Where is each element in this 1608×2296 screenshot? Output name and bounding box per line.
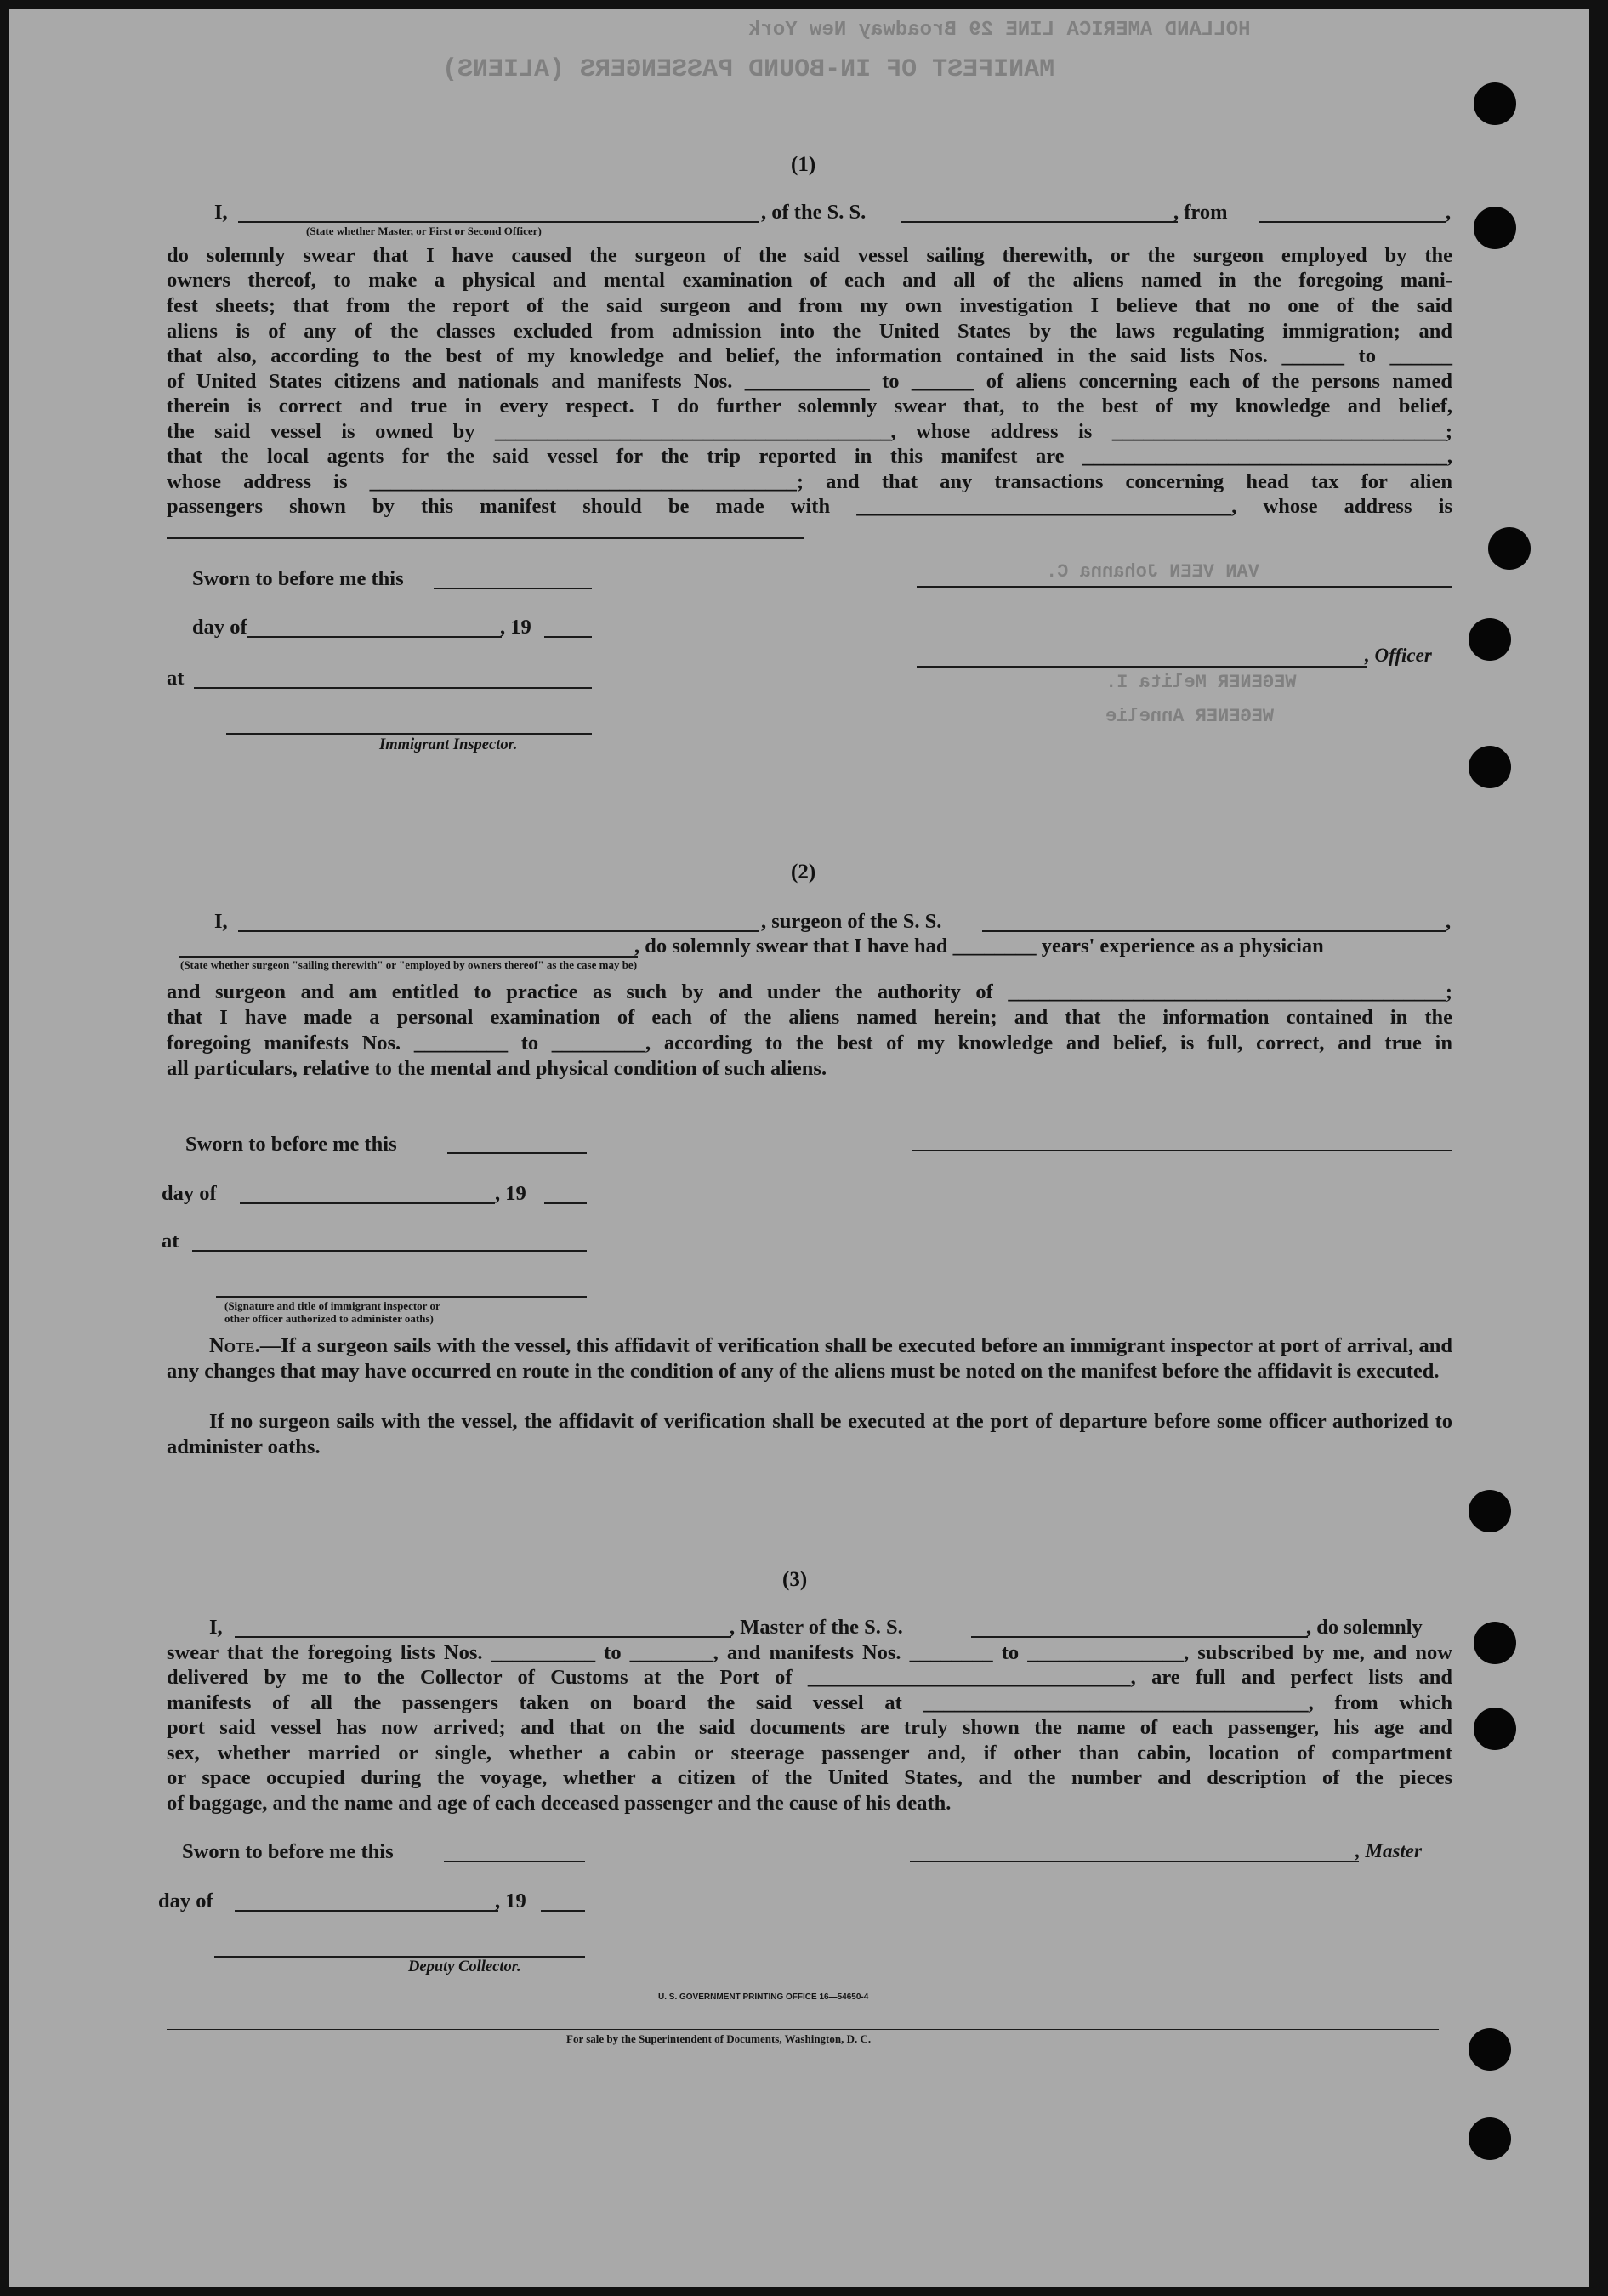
- at-place-field[interactable]: [192, 1250, 587, 1252]
- section-2-i: I,: [214, 910, 228, 933]
- year-field[interactable]: [544, 636, 592, 638]
- departure-port-field[interactable]: [1259, 221, 1446, 223]
- bleed-through-line: VAN VEEN Johanna C.: [1046, 561, 1259, 583]
- section-3-solemnly: , do solemnly: [1306, 1616, 1423, 1639]
- surgeon-status-field[interactable]: [179, 956, 638, 958]
- day-of-field[interactable]: [240, 1202, 495, 1204]
- year-label: , 19: [495, 1182, 526, 1205]
- officer-label: , Officer: [1365, 645, 1432, 666]
- sworn-date-field[interactable]: [434, 588, 592, 589]
- section-3-master-of: , Master of the S. S.: [730, 1616, 903, 1639]
- punch-hole: [1469, 746, 1511, 788]
- note-label: Note.: [209, 1334, 260, 1357]
- day-of-label: day of: [158, 1890, 213, 1912]
- day-of-field[interactable]: [235, 1910, 498, 1912]
- bleed-through-line: WEGENER Annelie: [1105, 706, 1275, 727]
- master-vessel-field[interactable]: [971, 1636, 1308, 1638]
- punch-hole: [1474, 82, 1516, 125]
- surgeon-oath-line: all particulars, relative to the mental and physical condition of such aliens.: [167, 1057, 827, 1080]
- footer-rule: [167, 2029, 1439, 2030]
- day-of-label: day of: [192, 616, 247, 639]
- at-place-field[interactable]: [194, 687, 592, 689]
- sworn-label: Sworn to before me this: [185, 1133, 397, 1156]
- oath-line: that the local agents for the said vessel for the trip reported in this manifest are ___________________________________,: [167, 445, 1452, 468]
- gpo-imprint: U. S. GOVERNMENT PRINTING OFFICE 16—54650-4: [658, 1992, 869, 2002]
- bleed-through-line: WEGENER Melita I.: [1105, 672, 1297, 693]
- master-oath-line: sex, whether married or single, whether a cabin or steerage passenger and, if other than cabin, location of compartment: [167, 1742, 1452, 1765]
- punch-hole: [1474, 1708, 1516, 1750]
- section-1-comma: ,: [1446, 201, 1452, 224]
- inspector-signature-line[interactable]: [226, 733, 592, 735]
- scan-border-top: [0, 0, 1608, 9]
- oath-line: aliens is of any of the classes excluded from admission into the United States by the laws regulating immigration; and: [167, 320, 1452, 343]
- day-of-field[interactable]: [247, 636, 502, 638]
- year-field[interactable]: [544, 1202, 587, 1204]
- oath-line: of United States citizens and nationals and manifests Nos. ____________ to ______ of aliens concerning each of the persons named: [167, 370, 1452, 393]
- year-field[interactable]: [541, 1910, 585, 1912]
- vessel-name-field[interactable]: [901, 221, 1178, 223]
- year-label: , 19: [500, 616, 531, 639]
- master-name-field[interactable]: [235, 1636, 731, 1638]
- punch-hole: [1469, 2117, 1511, 2160]
- note-text: —If a surgeon sails with the vessel, this affidavit of verification shall be executed before an immigrant inspector at port of arrival, and any changes that may have occurred en route in the condition of any of the aliens must be noted on the manifest before the affidavit is executed.: [167, 1334, 1452, 1383]
- oath-line: that also, according to the best of my knowledge and belief, the information contained in the said lists Nos. ______ to ______: [167, 344, 1452, 367]
- scan-border-left: [0, 0, 9, 2296]
- punch-hole: [1469, 2028, 1511, 2071]
- day-of-label: day of: [162, 1182, 217, 1205]
- section-1-number: (1): [791, 153, 816, 176]
- section-2-comma: ,: [1446, 910, 1452, 933]
- sworn-date-field[interactable]: [444, 1861, 585, 1862]
- head-tax-address-field[interactable]: [167, 537, 804, 539]
- year-label: , 19: [495, 1890, 526, 1912]
- oath-line: therein is correct and true in every respect. I do further solemnly swear that, to the best of my knowledge and belief,: [167, 395, 1452, 418]
- punch-hole: [1469, 618, 1511, 661]
- at-label: at: [167, 667, 185, 690]
- oath-line: whose address is _________________________________________; and that any transactions concerning head tax for alien: [167, 470, 1452, 493]
- deputy-collector-label: Deputy Collector.: [408, 1958, 521, 1975]
- officer-name-line[interactable]: [917, 666, 1367, 668]
- bleed-through-header: MANIFEST OF IN-BOUND PASSENGERS (ALIENS): [442, 55, 1055, 84]
- scan-border-bottom: [0, 2287, 1608, 2296]
- section-2-line2: , do solemnly swear that I have had ________ years' experience as a physician: [634, 935, 1324, 958]
- scan-border-right: [1589, 0, 1608, 2296]
- oath-line: passengers shown by this manifest should be made with ____________________________________, whose address is: [167, 495, 1452, 518]
- surgeon-oath-line: foregoing manifests Nos. _________ to _________, according to the best of my knowledge and belief, is full, correct, and true in: [167, 1031, 1452, 1054]
- at-label: at: [162, 1230, 179, 1253]
- oath-line: the said vessel is owned by ______________________________________, whose address is ________________________________;: [167, 420, 1452, 443]
- note-paragraph-2: If no surgeon sails with the vessel, the affidavit of verification shall be executed at the port of departure before some officer authorized to administer oaths.: [167, 1410, 1452, 1458]
- for-sale-line: For sale by the Superintendent of Documents, Washington, D. C.: [566, 2032, 872, 2045]
- oath-line: owners thereof, to make a physical and mental examination of each and all of the aliens named in the foregoing mani-: [167, 269, 1452, 292]
- master-oath-line: manifests of all the passengers taken on board the said vessel at _____________________________________, from which: [167, 1691, 1452, 1714]
- deputy-collector-signature-line[interactable]: [214, 1956, 585, 1958]
- punch-hole: [1474, 1622, 1516, 1664]
- master-signature-line[interactable]: [910, 1861, 1359, 1862]
- section-3-i: I,: [209, 1616, 223, 1639]
- note-paragraph: [167, 1333, 1452, 1384]
- surgeon-name-field[interactable]: [238, 930, 759, 932]
- sworn-label: Sworn to before me this: [192, 567, 404, 590]
- section-2-surgeon-of: , surgeon of the S. S.: [761, 910, 942, 933]
- master-oath-line: delivered by me to the Collector of Customs at the Port of _______________________________, are full and perfect lists and: [167, 1666, 1452, 1689]
- oath-line: do solemnly swear that I have caused the surgeon of the said vessel sailing therewith, or the surgeon employed by the: [167, 244, 1452, 267]
- surgeon-status-hint: (State whether surgeon "sailing therewith" or "employed by owners thereof" as the case may be): [180, 958, 638, 971]
- surgeon-signature-line[interactable]: [912, 1150, 1452, 1151]
- officer-rank-hint: (State whether Master, or First or Second Officer): [306, 224, 542, 237]
- master-oath-line: of baggage, and the name and age of each deceased passenger and the cause of his death.: [167, 1792, 952, 1815]
- sworn-date-field[interactable]: [447, 1152, 587, 1154]
- punch-hole: [1469, 1490, 1511, 1532]
- surgeon-oath-line: that I have made a personal examination of each of the aliens named herein; and that the information contained in the: [167, 1006, 1452, 1029]
- punch-hole: [1474, 207, 1516, 249]
- officer-signature-line[interactable]: [917, 586, 1452, 588]
- signature-hint: other officer authorized to administer oaths): [224, 1312, 434, 1325]
- inspector-signature-line[interactable]: [216, 1296, 587, 1298]
- section-2-number: (2): [791, 861, 816, 884]
- surgeon-oath-line: and surgeon and am entitled to practice as such by and under the authority of __________________________________________;: [167, 980, 1452, 1003]
- section-3-number: (3): [782, 1568, 808, 1591]
- master-oath-line: port said vessel has now arrived; and that on the said documents are truly shown the name of each passenger, his age and: [167, 1716, 1452, 1739]
- section-1-of-ss: , of the S. S.: [761, 201, 867, 224]
- bleed-through-line: HOLLAND AMERICA LINE 29 Broadway New York: [748, 19, 1251, 42]
- master-oath-line: or space occupied during the voyage, whether a citizen of the United States, and the number and description of the pieces: [167, 1766, 1452, 1789]
- master-label: , Master: [1355, 1840, 1422, 1861]
- signature-hint: (Signature and title of immigrant inspector or: [224, 1299, 440, 1312]
- punch-hole: [1488, 527, 1531, 570]
- section-1-from: , from: [1173, 201, 1228, 224]
- sworn-label: Sworn to before me this: [182, 1840, 394, 1863]
- master-oath-line: swear that the foregoing lists Nos. __________ to ________, and manifests Nos. ________ to _______________, subscribed by me, and now: [167, 1641, 1452, 1664]
- section-1-i: I,: [214, 201, 228, 224]
- surgeon-vessel-field[interactable]: [982, 930, 1446, 932]
- oath-line: fest sheets; that from the report of the said surgeon and from my own investigation I believe that no one of the said: [167, 294, 1452, 317]
- immigrant-inspector-label: Immigrant Inspector.: [379, 736, 518, 753]
- officer-rank-field[interactable]: [238, 221, 759, 223]
